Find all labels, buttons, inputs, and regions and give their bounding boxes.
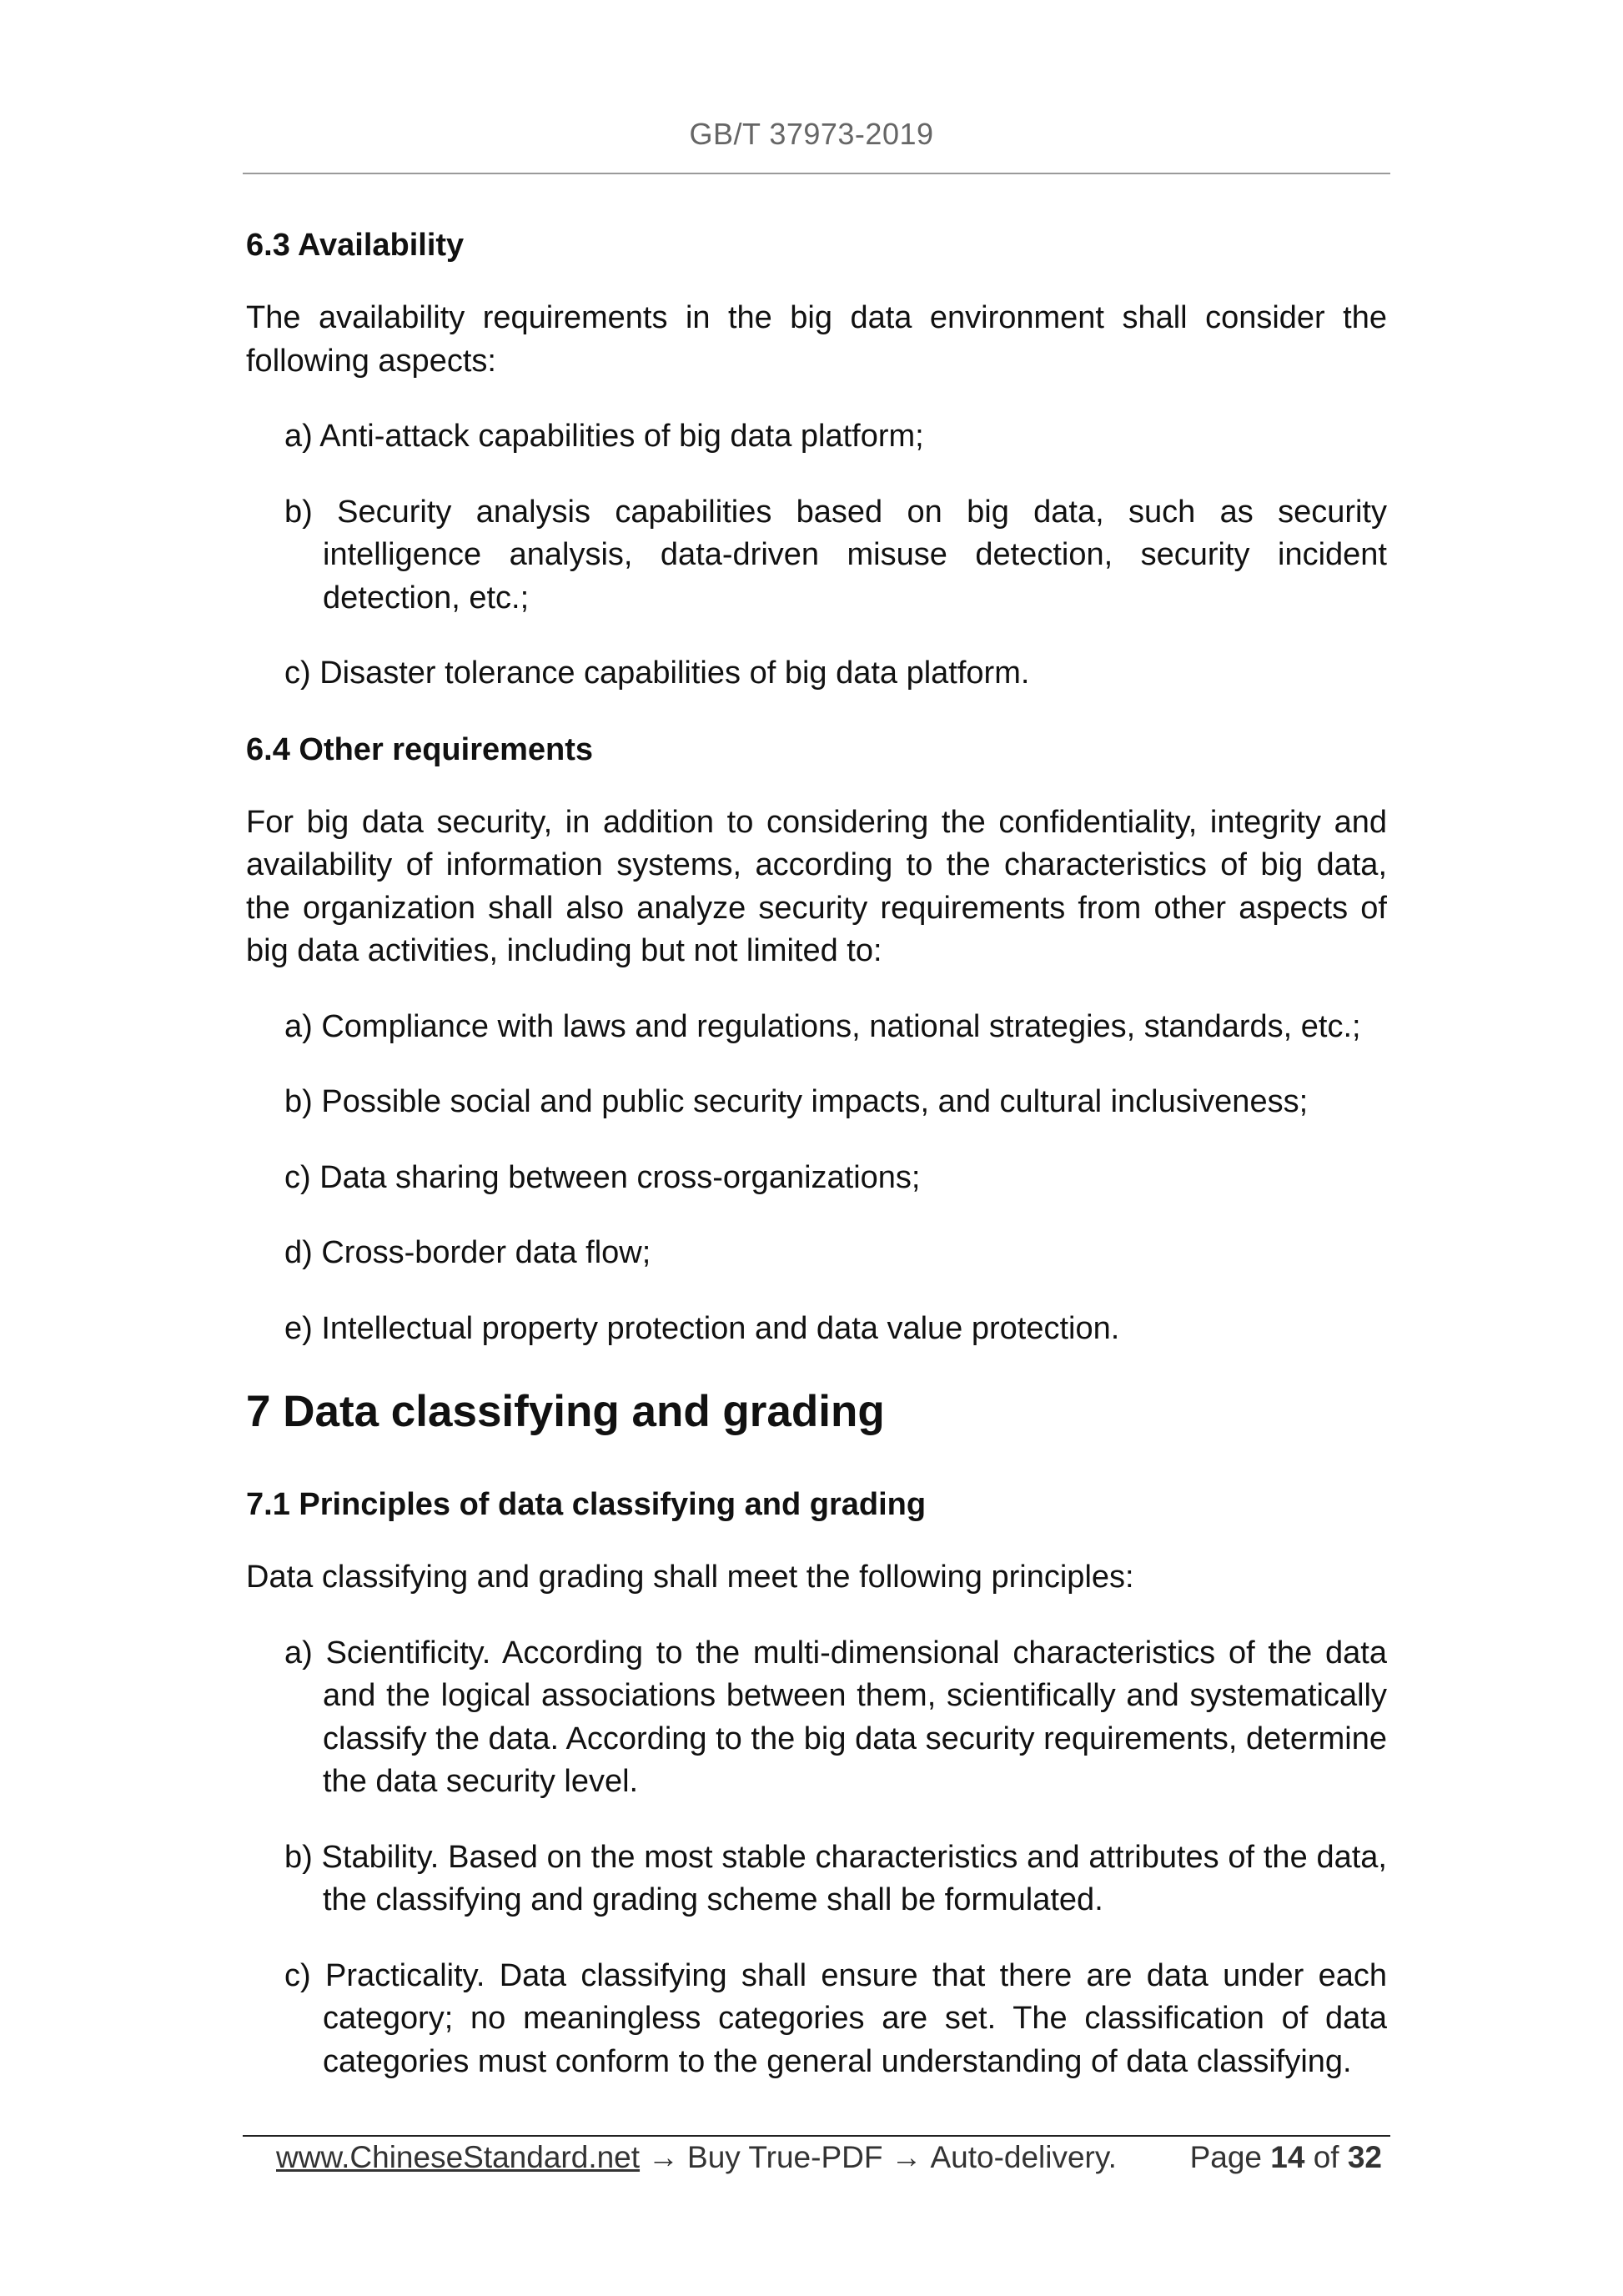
arrow-right-icon: →	[648, 2140, 680, 2174]
site-link[interactable]: www.ChineseStandard.net	[276, 2140, 641, 2174]
header-divider	[243, 173, 1390, 174]
page-total: 32	[1347, 2140, 1382, 2174]
page-footer	[276, 2137, 1385, 2178]
list-item: b) Possible social and public security impacts, and cultural inclusiveness;	[284, 1084, 1309, 1119]
list-item: d) Cross-border data flow;	[284, 1235, 651, 1270]
list-6-4	[246, 1006, 1387, 1351]
document-id-header: GB/T 37973-2019	[689, 117, 934, 151]
buy-label: Buy True-PDF	[687, 2140, 883, 2174]
page-current: 14	[1270, 2140, 1305, 2174]
section-heading-6-3: 6.3 Availability	[246, 228, 465, 263]
list-item: a) Anti-attack capabilities of big data platform;	[284, 419, 924, 454]
section-heading-7-1: 7.1 Principles of data classifying and grading	[246, 1487, 927, 1522]
section-heading-6-4: 6.4 Other requirements	[246, 731, 594, 767]
arrow-right-icon: →	[891, 2140, 922, 2174]
list-item: a) Compliance with laws and regulations, national strategies, standards, etc.;	[284, 1008, 1361, 1044]
list-item: b) Security analysis capabilities based on big data, such as security intelligence analysis, data-driven misuse detection, security incident detection, etc.;	[284, 494, 1387, 615]
section-intro-6-3: The availability requirements in the big data environment shall consider the following aspects:	[246, 300, 1387, 379]
page-word: Page	[1189, 2140, 1262, 2174]
list-item: c) Data sharing between cross-organizations;	[284, 1159, 921, 1195]
list-item: c) Practicality. Data classifying shall ensure that there are data under each category; no meaningless categories are set. The classification of data categories must conform to the general understanding of data classifying.	[284, 1957, 1387, 2079]
list-item: c) Disaster tolerance capabilities of big data platform.	[284, 656, 1030, 691]
page-content	[246, 224, 1387, 2116]
section-intro-6-4: For big data security, in addition to considering the confidentiality, integrity and availability of information systems, according to the characteristics of big data, the organization shall also analyze security requirements from other aspects of big data activities, including but not limited to:	[246, 804, 1387, 968]
list-6-3	[246, 415, 1387, 696]
list-item: b) Stability. Based on the most stable characteristics and attributes of the data, the classifying and grading scheme shall be formulated.	[284, 1839, 1387, 1917]
footer-promo	[276, 2137, 1117, 2178]
delivery-label: Auto-delivery.	[930, 2140, 1117, 2174]
page-number	[1190, 2137, 1382, 2178]
of-word: of	[1313, 2140, 1339, 2174]
list-item: e) Intellectual property protection and data value protection.	[284, 1310, 1120, 1346]
list-item: a) Scientificity. According to the multi-dimensional characteristics of the data and the logical associations between them, scientifically and systematically classify the data. According to the big data security requirements, determine the data security level.	[284, 1635, 1387, 1799]
section-intro-7-1: Data classifying and grading shall meet the following principles:	[246, 1560, 1134, 1595]
chapter-heading-7: 7 Data classifying and grading	[246, 1387, 885, 1436]
list-7-1	[246, 1632, 1387, 2084]
